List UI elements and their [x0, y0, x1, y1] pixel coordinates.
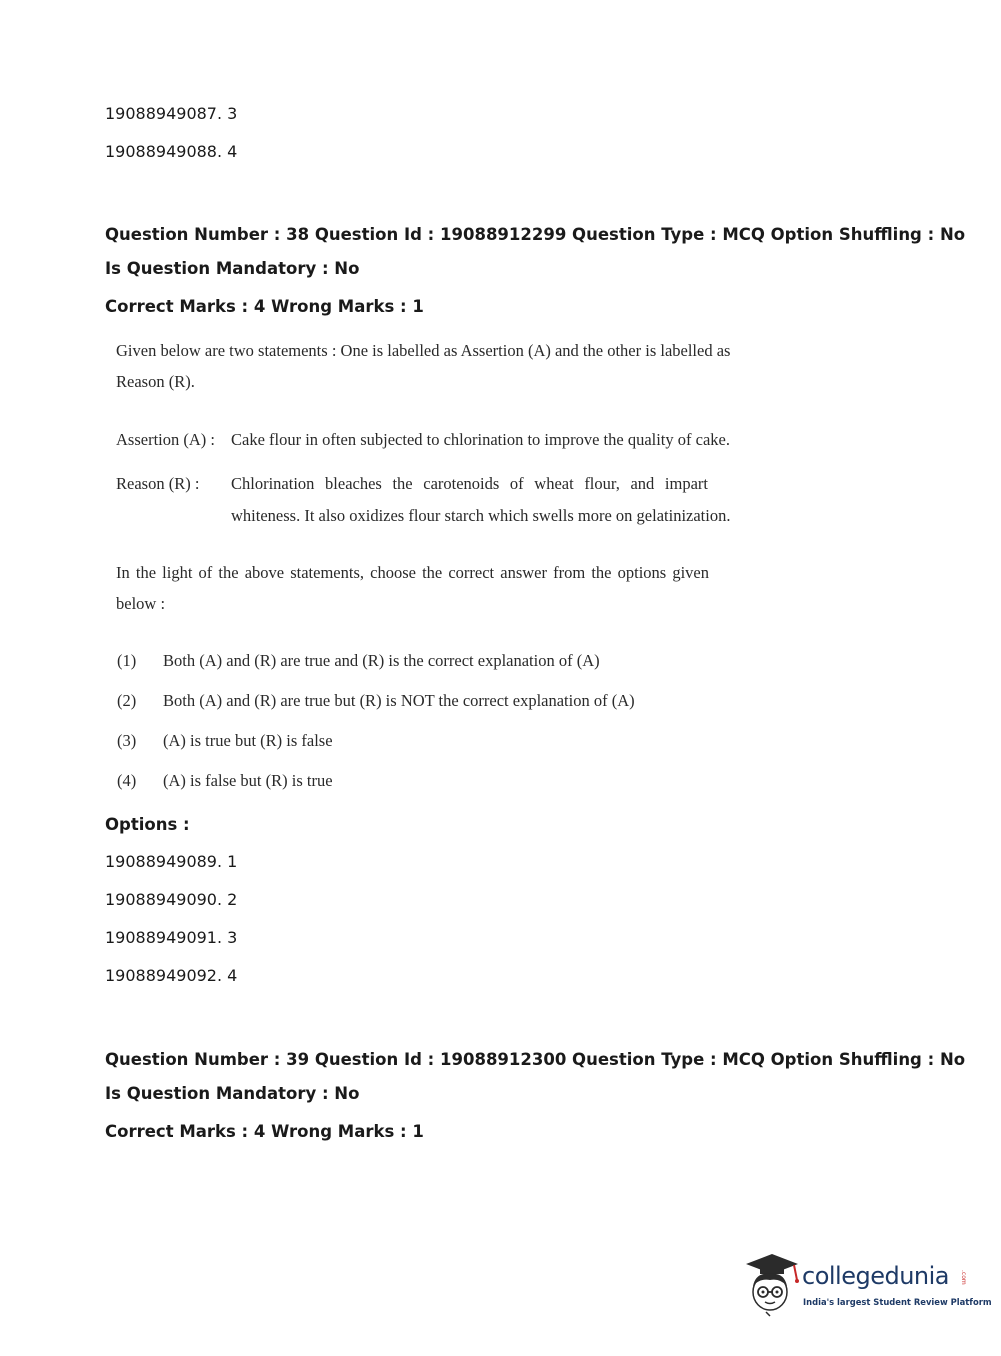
choice-1-num: (1)	[117, 651, 137, 670]
collegedunia-logo[interactable]	[742, 1250, 992, 1318]
mascot-icon	[742, 1250, 802, 1318]
choice-3-num: (3)	[117, 731, 137, 750]
q38-intro-line2: Reason (R).	[116, 372, 195, 391]
prev-option-1: 19088949087. 3	[105, 104, 238, 123]
choice-1-text: Both (A) and (R) are true and (R) is the correct explanation of (A)	[163, 651, 600, 670]
logo-wordmark: collegedunia	[802, 1262, 950, 1290]
logo-tagline: India's largest Student Review Platform	[803, 1297, 992, 1307]
assertion-label: Assertion (A) :	[116, 430, 215, 449]
choice-3-text: (A) is true but (R) is false	[163, 731, 333, 750]
option-2: 19088949090. 2	[105, 890, 238, 909]
option-1: 19088949089. 1	[105, 852, 238, 871]
q38-mandatory: Is Question Mandatory : No	[105, 259, 360, 278]
options-label: Options :	[105, 815, 190, 834]
option-3: 19088949091. 3	[105, 928, 238, 947]
q39-header: Question Number : 39 Question Id : 19088912300 Question Type : MCQ Option Shuffling : No	[105, 1050, 966, 1069]
logo-suffix: .com	[960, 1270, 967, 1285]
q38-marks: Correct Marks : 4 Wrong Marks : 1	[105, 297, 424, 316]
choose-line1: In the light of the above statements, choose the correct answer from the options given	[116, 563, 709, 582]
q39-mandatory: Is Question Mandatory : No	[105, 1084, 360, 1103]
q39-marks: Correct Marks : 4 Wrong Marks : 1	[105, 1122, 424, 1141]
q38-intro-line1: Given below are two statements : One is labelled as Assertion (A) and the other is labelled as	[116, 341, 731, 360]
choose-line2: below :	[116, 594, 166, 613]
q38-header: Question Number : 38 Question Id : 19088912299 Question Type : MCQ Option Shuffling : No	[105, 225, 966, 244]
prev-option-2: 19088949088. 4	[105, 142, 238, 161]
choice-4-text: (A) is false but (R) is true	[163, 771, 333, 790]
reason-line1: Chlorination bleaches the carotenoids of wheat flour, and impart	[231, 474, 708, 493]
reason-label: Reason (R) :	[116, 474, 200, 493]
choice-2-num: (2)	[117, 691, 137, 710]
reason-line2: whiteness. It also oxidizes flour starch which swells more on gelatinization.	[231, 506, 731, 525]
assertion-text: Cake flour in often subjected to chlorination to improve the quality of cake.	[231, 430, 730, 449]
choice-4-num: (4)	[117, 771, 137, 790]
choice-2-text: Both (A) and (R) are true but (R) is NOT the correct explanation of (A)	[163, 691, 635, 710]
option-4: 19088949092. 4	[105, 966, 238, 985]
